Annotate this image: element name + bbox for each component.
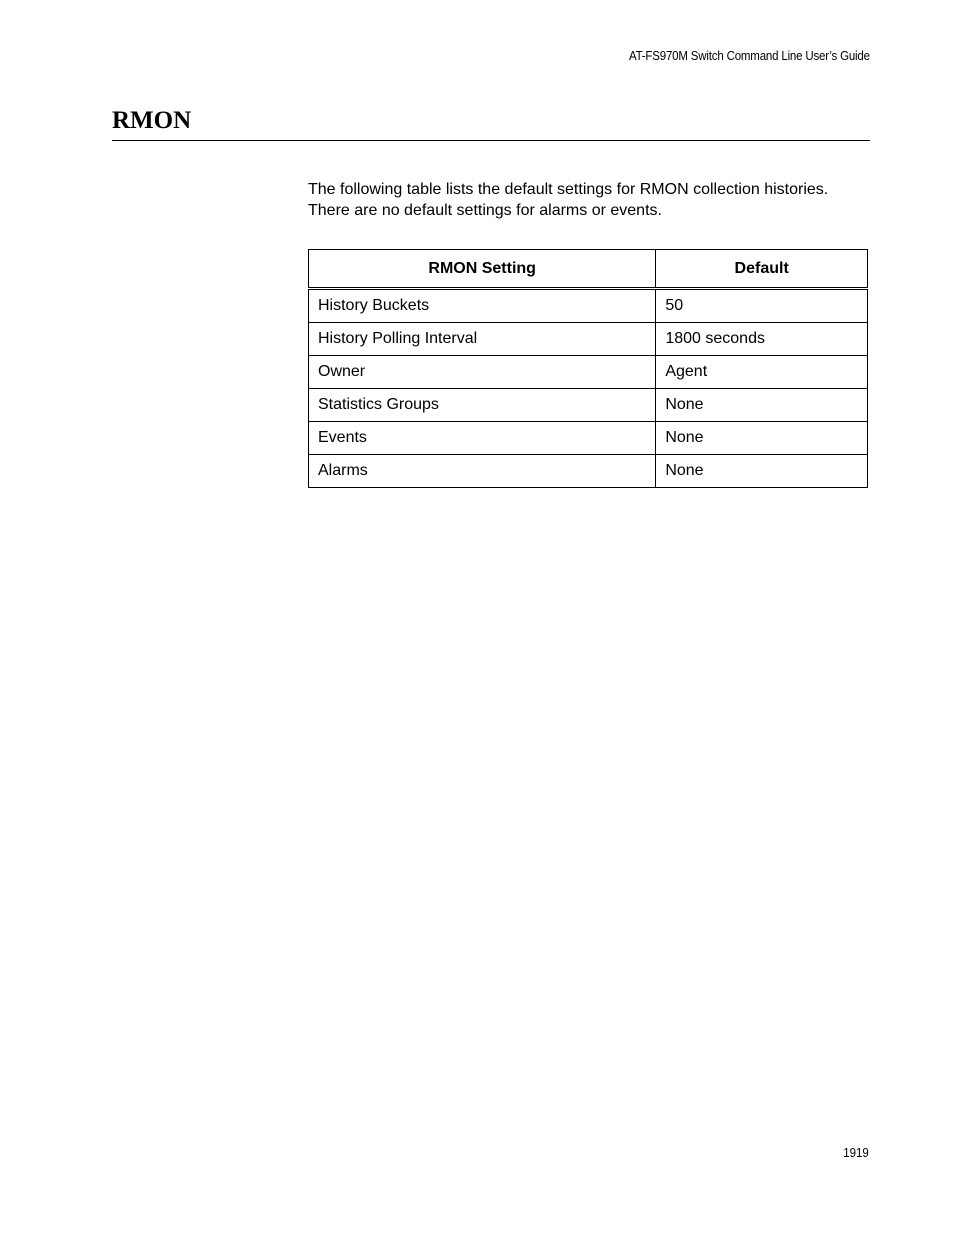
default-cell: Agent bbox=[656, 356, 868, 389]
table-row bbox=[309, 289, 868, 323]
setting-cell: History Buckets bbox=[309, 289, 656, 323]
table-row bbox=[309, 455, 868, 488]
default-cell: None bbox=[656, 422, 868, 455]
table-row bbox=[309, 422, 868, 455]
table-row bbox=[309, 323, 868, 356]
setting-cell: Events bbox=[309, 422, 656, 455]
intro-line-1: The following table lists the default settings for RMON collection histories. bbox=[308, 181, 829, 198]
column-header-default: Default bbox=[656, 250, 868, 289]
setting-cell: Statistics Groups bbox=[309, 389, 656, 422]
section-title: RMON bbox=[112, 107, 192, 134]
table-header-row bbox=[309, 250, 868, 289]
page-number: 1919 bbox=[843, 1146, 869, 1160]
default-cell: 50 bbox=[656, 289, 868, 323]
table-row bbox=[309, 389, 868, 422]
setting-cell: Alarms bbox=[309, 455, 656, 488]
title-rule bbox=[112, 140, 870, 141]
default-cell: 1800 seconds bbox=[656, 323, 868, 356]
setting-cell: History Polling Interval bbox=[309, 323, 656, 356]
running-header: AT-FS970M Switch Command Line User’s Guide bbox=[629, 49, 870, 63]
column-header-setting: RMON Setting bbox=[309, 250, 656, 289]
intro-line-2: There are no default settings for alarms or events. bbox=[308, 202, 662, 219]
intro-paragraph bbox=[308, 179, 888, 221]
table-row bbox=[309, 356, 868, 389]
default-cell: None bbox=[656, 389, 868, 422]
default-cell: None bbox=[656, 455, 868, 488]
rmon-defaults-table bbox=[308, 249, 868, 488]
setting-cell: Owner bbox=[309, 356, 656, 389]
